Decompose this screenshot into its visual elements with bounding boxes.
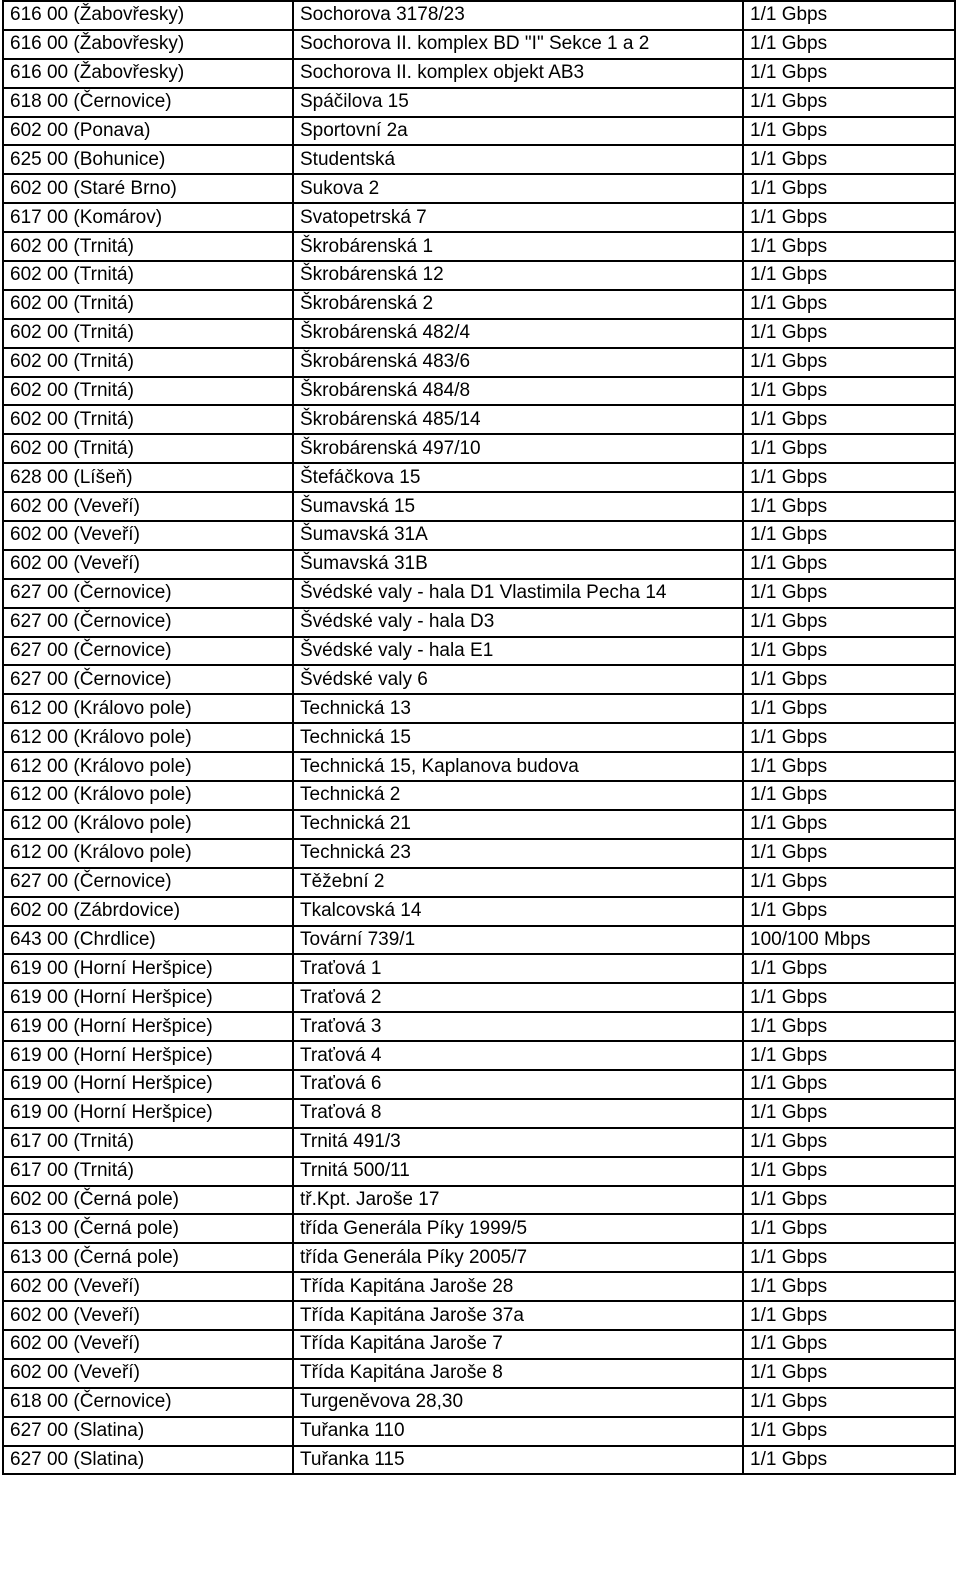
table-row: [3, 1186, 955, 1215]
district-cell: 616 00 (Žabovřesky): [3, 30, 293, 59]
table-row: [3, 897, 955, 926]
district-cell: 602 00 (Veveří): [3, 1330, 293, 1359]
district-cell: 617 00 (Trnitá): [3, 1157, 293, 1186]
address-cell: Sochorova II. komplex BD "I" Sekce 1 a 2: [293, 30, 743, 59]
speed-cell: 1/1 Gbps: [743, 1, 955, 30]
table-row: [3, 665, 955, 694]
address-cell: Traťová 6: [293, 1070, 743, 1099]
speed-cell: 1/1 Gbps: [743, 348, 955, 377]
table-row: [3, 1128, 955, 1157]
district-cell: 619 00 (Horní Heršpice): [3, 954, 293, 983]
district-cell: 602 00 (Trnitá): [3, 232, 293, 261]
address-cell: Šumavská 15: [293, 492, 743, 521]
table-row: [3, 1099, 955, 1128]
table-row: [3, 1446, 955, 1475]
speed-cell: 1/1 Gbps: [743, 1359, 955, 1388]
speed-cell: 1/1 Gbps: [743, 117, 955, 146]
table-row: [3, 1243, 955, 1272]
district-cell: 612 00 (Královo pole): [3, 694, 293, 723]
address-cell: třída Generála Píky 2005/7: [293, 1243, 743, 1272]
speed-cell: 1/1 Gbps: [743, 550, 955, 579]
table-row: [3, 174, 955, 203]
speed-cell: 1/1 Gbps: [743, 1446, 955, 1475]
district-cell: 613 00 (Černá pole): [3, 1214, 293, 1243]
district-cell: 602 00 (Trnitá): [3, 405, 293, 434]
district-cell: 602 00 (Trnitá): [3, 261, 293, 290]
speed-cell: 1/1 Gbps: [743, 983, 955, 1012]
speed-cell: 1/1 Gbps: [743, 839, 955, 868]
address-cell: Technická 21: [293, 810, 743, 839]
speed-cell: 1/1 Gbps: [743, 261, 955, 290]
district-cell: 627 00 (Černovice): [3, 579, 293, 608]
speed-cell: 1/1 Gbps: [743, 377, 955, 406]
table-row: [3, 521, 955, 550]
district-cell: 602 00 (Veveří): [3, 1272, 293, 1301]
speed-cell: 1/1 Gbps: [743, 145, 955, 174]
address-cell: Škrobárenská 484/8: [293, 377, 743, 406]
address-cell: Traťová 3: [293, 1012, 743, 1041]
district-cell: 618 00 (Černovice): [3, 88, 293, 117]
address-cell: Traťová 8: [293, 1099, 743, 1128]
address-cell: třída Generála Píky 1999/5: [293, 1214, 743, 1243]
district-cell: 625 00 (Bohunice): [3, 145, 293, 174]
address-cell: Tuřanka 110: [293, 1417, 743, 1446]
address-cell: Švédské valy - hala D1 Vlastimila Pecha 14: [293, 579, 743, 608]
speed-cell: 1/1 Gbps: [743, 1070, 955, 1099]
speed-cell: 1/1 Gbps: [743, 1214, 955, 1243]
table-row: [3, 1214, 955, 1243]
district-cell: 602 00 (Trnitá): [3, 348, 293, 377]
speed-cell: 1/1 Gbps: [743, 232, 955, 261]
table-row: [3, 608, 955, 637]
table-row: [3, 203, 955, 232]
address-cell: Technická 15, Kaplanova budova: [293, 752, 743, 781]
address-cell: Třída Kapitána Jaroše 8: [293, 1359, 743, 1388]
address-cell: Sochorova 3178/23: [293, 1, 743, 30]
address-cell: Svatopetrská 7: [293, 203, 743, 232]
speed-cell: 1/1 Gbps: [743, 694, 955, 723]
table-row: [3, 1272, 955, 1301]
table-row: [3, 637, 955, 666]
table-row: [3, 492, 955, 521]
district-cell: 612 00 (Královo pole): [3, 723, 293, 752]
table-row: [3, 405, 955, 434]
table-row: [3, 1330, 955, 1359]
table-row: [3, 145, 955, 174]
district-cell: 602 00 (Veveří): [3, 1359, 293, 1388]
speed-cell: 1/1 Gbps: [743, 954, 955, 983]
speed-cell: 1/1 Gbps: [743, 463, 955, 492]
address-cell: Tuřanka 115: [293, 1446, 743, 1475]
address-cell: Švédské valy - hala D3: [293, 608, 743, 637]
speed-cell: 1/1 Gbps: [743, 1186, 955, 1215]
speed-cell: 1/1 Gbps: [743, 665, 955, 694]
speed-cell: 1/1 Gbps: [743, 434, 955, 463]
speed-cell: 1/1 Gbps: [743, 1157, 955, 1186]
district-cell: 602 00 (Veveří): [3, 521, 293, 550]
district-cell: 602 00 (Veveří): [3, 1301, 293, 1330]
speed-cell: 1/1 Gbps: [743, 88, 955, 117]
address-cell: Sochorova II. komplex objekt AB3: [293, 59, 743, 88]
table-row: [3, 810, 955, 839]
speed-cell: 1/1 Gbps: [743, 810, 955, 839]
speed-cell: 1/1 Gbps: [743, 608, 955, 637]
district-cell: 602 00 (Trnitá): [3, 434, 293, 463]
district-cell: 627 00 (Slatina): [3, 1417, 293, 1446]
table-row: [3, 1157, 955, 1186]
district-cell: 602 00 (Trnitá): [3, 319, 293, 348]
table-row: [3, 752, 955, 781]
speed-cell: 1/1 Gbps: [743, 637, 955, 666]
speed-cell: 1/1 Gbps: [743, 1041, 955, 1070]
table-row: [3, 232, 955, 261]
district-cell: 602 00 (Veveří): [3, 492, 293, 521]
address-cell: Tovární 739/1: [293, 926, 743, 955]
address-cell: Tkalcovská 14: [293, 897, 743, 926]
district-cell: 627 00 (Černovice): [3, 665, 293, 694]
address-cell: Škrobárenská 12: [293, 261, 743, 290]
address-cell: Spáčilova 15: [293, 88, 743, 117]
table-row: [3, 1041, 955, 1070]
speed-cell: 1/1 Gbps: [743, 897, 955, 926]
speed-cell: 1/1 Gbps: [743, 1301, 955, 1330]
address-cell: Technická 15: [293, 723, 743, 752]
table-row: [3, 1359, 955, 1388]
address-cell: Štefáčkova 15: [293, 463, 743, 492]
district-cell: 602 00 (Zábrdovice): [3, 897, 293, 926]
address-cell: Turgeněvova 28,30: [293, 1388, 743, 1417]
address-cell: Škrobárenská 483/6: [293, 348, 743, 377]
district-cell: 619 00 (Horní Heršpice): [3, 983, 293, 1012]
table-row: [3, 1417, 955, 1446]
table-row: [3, 30, 955, 59]
district-cell: 619 00 (Horní Heršpice): [3, 1099, 293, 1128]
address-cell: Traťová 2: [293, 983, 743, 1012]
address-cell: Technická 23: [293, 839, 743, 868]
speed-cell: 1/1 Gbps: [743, 405, 955, 434]
district-cell: 602 00 (Trnitá): [3, 377, 293, 406]
speed-cell: 1/1 Gbps: [743, 1330, 955, 1359]
district-cell: 612 00 (Královo pole): [3, 752, 293, 781]
table-row: [3, 59, 955, 88]
district-cell: 602 00 (Černá pole): [3, 1186, 293, 1215]
address-cell: Traťová 1: [293, 954, 743, 983]
address-cell: Těžební 2: [293, 868, 743, 897]
speed-cell: 1/1 Gbps: [743, 579, 955, 608]
table-row: [3, 88, 955, 117]
speed-cell: 1/1 Gbps: [743, 868, 955, 897]
table-row: [3, 579, 955, 608]
district-cell: 612 00 (Královo pole): [3, 839, 293, 868]
speed-cell: 1/1 Gbps: [743, 1099, 955, 1128]
table-row: [3, 723, 955, 752]
district-cell: 627 00 (Černovice): [3, 608, 293, 637]
district-cell: 612 00 (Královo pole): [3, 781, 293, 810]
table-row: [3, 550, 955, 579]
speed-cell: 1/1 Gbps: [743, 752, 955, 781]
address-cell: Švédské valy - hala E1: [293, 637, 743, 666]
district-cell: 617 00 (Trnitá): [3, 1128, 293, 1157]
speed-cell: 100/100 Mbps: [743, 926, 955, 955]
district-cell: 619 00 (Horní Heršpice): [3, 1041, 293, 1070]
district-cell: 643 00 (Chrdlice): [3, 926, 293, 955]
district-cell: 619 00 (Horní Heršpice): [3, 1012, 293, 1041]
district-cell: 618 00 (Černovice): [3, 1388, 293, 1417]
address-cell: tř.Kpt. Jaroše 17: [293, 1186, 743, 1215]
district-cell: 619 00 (Horní Heršpice): [3, 1070, 293, 1099]
table-row: [3, 839, 955, 868]
table-row: [3, 434, 955, 463]
district-cell: 616 00 (Žabovřesky): [3, 1, 293, 30]
district-cell: 602 00 (Veveří): [3, 550, 293, 579]
table-body: [3, 1, 955, 1474]
address-cell: Trnitá 491/3: [293, 1128, 743, 1157]
district-cell: 602 00 (Ponava): [3, 117, 293, 146]
table-row: [3, 290, 955, 319]
table-row: [3, 463, 955, 492]
address-cell: Trnitá 500/11: [293, 1157, 743, 1186]
address-cell: Sukova 2: [293, 174, 743, 203]
speed-cell: 1/1 Gbps: [743, 319, 955, 348]
district-cell: 617 00 (Komárov): [3, 203, 293, 232]
speed-cell: 1/1 Gbps: [743, 781, 955, 810]
table-row: [3, 954, 955, 983]
address-cell: Škrobárenská 482/4: [293, 319, 743, 348]
address-cell: Škrobárenská 497/10: [293, 434, 743, 463]
speed-cell: 1/1 Gbps: [743, 723, 955, 752]
table-row: [3, 1070, 955, 1099]
address-cell: Škrobárenská 1: [293, 232, 743, 261]
table-row: [3, 377, 955, 406]
speed-cell: 1/1 Gbps: [743, 174, 955, 203]
table-row: [3, 319, 955, 348]
speed-cell: 1/1 Gbps: [743, 1012, 955, 1041]
district-cell: 613 00 (Černá pole): [3, 1243, 293, 1272]
speed-cell: 1/1 Gbps: [743, 290, 955, 319]
speed-cell: 1/1 Gbps: [743, 59, 955, 88]
district-cell: 616 00 (Žabovřesky): [3, 59, 293, 88]
address-cell: Traťová 4: [293, 1041, 743, 1070]
address-cell: Škrobárenská 2: [293, 290, 743, 319]
table-row: [3, 261, 955, 290]
district-cell: 602 00 (Trnitá): [3, 290, 293, 319]
address-table: [2, 0, 956, 1475]
district-cell: 612 00 (Královo pole): [3, 810, 293, 839]
address-cell: Studentská: [293, 145, 743, 174]
address-cell: Třída Kapitána Jaroše 28: [293, 1272, 743, 1301]
district-cell: 628 00 (Líšeň): [3, 463, 293, 492]
district-cell: 627 00 (Černovice): [3, 868, 293, 897]
table-row: [3, 694, 955, 723]
address-cell: Třída Kapitána Jaroše 7: [293, 1330, 743, 1359]
address-cell: Třída Kapitána Jaroše 37a: [293, 1301, 743, 1330]
speed-cell: 1/1 Gbps: [743, 521, 955, 550]
district-cell: 602 00 (Staré Brno): [3, 174, 293, 203]
speed-cell: 1/1 Gbps: [743, 1388, 955, 1417]
table-row: [3, 781, 955, 810]
speed-cell: 1/1 Gbps: [743, 1128, 955, 1157]
district-cell: 627 00 (Slatina): [3, 1446, 293, 1475]
speed-cell: 1/1 Gbps: [743, 1417, 955, 1446]
table-row: [3, 1012, 955, 1041]
speed-cell: 1/1 Gbps: [743, 30, 955, 59]
table-row: [3, 117, 955, 146]
address-cell: Technická 2: [293, 781, 743, 810]
table-row: [3, 1, 955, 30]
address-cell: Švédské valy 6: [293, 665, 743, 694]
address-cell: Technická 13: [293, 694, 743, 723]
address-cell: Škrobárenská 485/14: [293, 405, 743, 434]
table-row: [3, 1388, 955, 1417]
table-row: [3, 983, 955, 1012]
address-cell: Sportovní 2a: [293, 117, 743, 146]
address-cell: Šumavská 31A: [293, 521, 743, 550]
table-row: [3, 348, 955, 377]
speed-cell: 1/1 Gbps: [743, 1272, 955, 1301]
address-cell: Šumavská 31B: [293, 550, 743, 579]
speed-cell: 1/1 Gbps: [743, 492, 955, 521]
table-row: [3, 868, 955, 897]
table-row: [3, 1301, 955, 1330]
speed-cell: 1/1 Gbps: [743, 1243, 955, 1272]
district-cell: 627 00 (Černovice): [3, 637, 293, 666]
table-row: [3, 926, 955, 955]
speed-cell: 1/1 Gbps: [743, 203, 955, 232]
